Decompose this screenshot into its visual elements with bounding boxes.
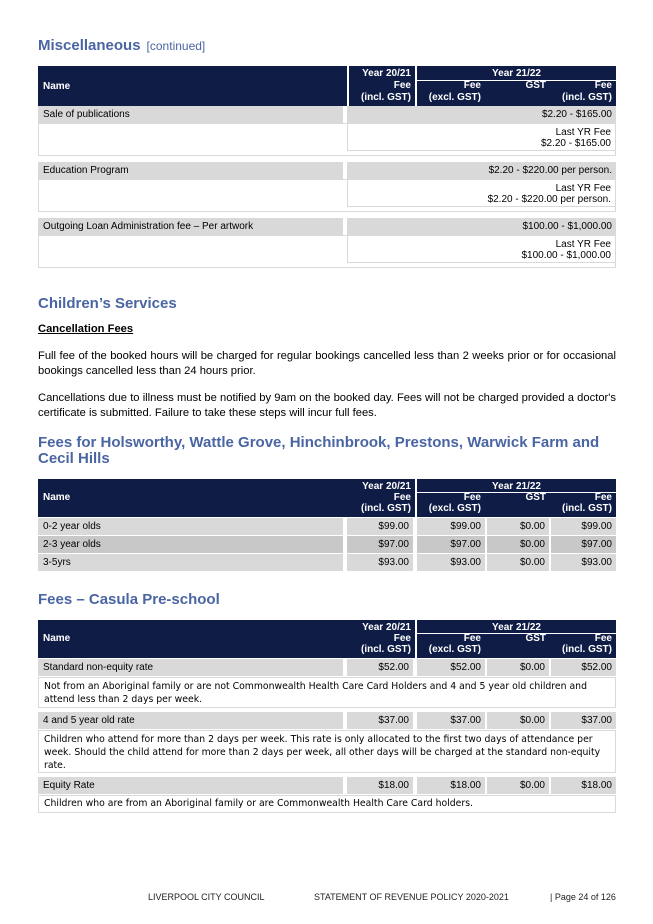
header-year-2021: Year 20/21: [362, 622, 411, 633]
row-fee-excl: $37.00: [417, 712, 485, 729]
header-fee-incl: Fee: [594, 80, 612, 91]
row-gst: $0.00: [487, 659, 549, 676]
cancellation-paragraph-1: Full fee of the booked hours will be charged for regular bookings cancelled less than 2 weeks prior or for occasional bookings cancelled less than 24 hours prior.: [38, 350, 616, 377]
last-year-box: [38, 123, 616, 156]
section-title-holsworthy: Fees for Holsworthy, Wattle Grove, Hinchinbrook, Prestons, Warwick Farm and Cecil Hills: [38, 434, 600, 467]
table-row: [38, 659, 616, 676]
row-name: 0-2 year olds: [38, 518, 343, 535]
section-title-text: Miscellaneous: [38, 37, 141, 54]
last-year-label: Last YR Fee: [555, 239, 611, 250]
last-year-value: $2.20 - $220.00 per person.: [487, 194, 611, 205]
header-fee-excl: Fee: [463, 80, 481, 91]
header-gst: GST: [525, 492, 546, 503]
cancellation-paragraph-2: Cancellations due to illness must be notified by 9am on the booked day. Fees will not be charged provided a doctor's certificate is submitted. Failure to take these steps will incur full fees.: [38, 392, 616, 419]
row-fee-incl: $97.00: [551, 536, 616, 553]
header-year-2122: Year 21/22: [492, 68, 541, 79]
row-name: Education Program: [38, 162, 343, 179]
row-note: Not from an Aboriginal family or are not Commonwealth Health Care Card Holders and 4 and 5 year old children and attend less than 2 days per week.: [38, 677, 616, 708]
header-year-2021: Year 20/21: [362, 481, 411, 492]
continued-label: [continued]: [146, 39, 206, 53]
last-year-box: [38, 179, 616, 212]
footer-council: LIVERPOOL CITY COUNCIL: [148, 892, 265, 902]
table-row: [38, 518, 616, 535]
section-title-casula: Fees – Casula Pre-school: [38, 591, 220, 608]
last-year-box: [38, 235, 616, 268]
row-gst: $0.00: [487, 554, 549, 571]
row-name: Sale of publications: [38, 106, 343, 123]
row-gst: $0.00: [487, 777, 549, 794]
row-name: 2-3 year olds: [38, 536, 343, 553]
row-note: Children who attend for more than 2 days per week. This rate is only allocated to the first two days of attendance per week. Should the child attend for more than 2 days per week, all other days will be charged at the standard non-equity rate.: [38, 730, 616, 773]
header-year-2122: Year 21/22: [492, 481, 541, 492]
header-incl-gst: (incl. GST): [562, 92, 612, 103]
row-gst: $0.00: [487, 712, 549, 729]
header-fee-2021: Fee: [393, 492, 411, 503]
table-row: [38, 106, 616, 123]
row-fee-incl: $37.00: [551, 712, 616, 729]
row-name: Outgoing Loan Administration fee – Per artwork: [38, 218, 343, 235]
header-incl-gst: (incl. GST): [562, 503, 612, 514]
header-fee-2021: Fee: [393, 80, 411, 91]
header-name: Name: [43, 81, 71, 92]
row-name: 3-5yrs: [38, 554, 343, 571]
row-value: $2.20 - $165.00: [347, 106, 616, 123]
row-fee-2021: $93.00: [347, 554, 413, 571]
header-fee-2021: Fee: [393, 633, 411, 644]
row-fee-2021: $97.00: [347, 536, 413, 553]
row-name: Standard non-equity rate: [38, 659, 343, 676]
table-row: [38, 777, 616, 794]
header-fee-incl: Fee: [594, 633, 612, 644]
header-excl-gst: (excl. GST): [428, 503, 481, 514]
row-name: 4 and 5 year old rate: [38, 712, 343, 729]
table-row: [38, 218, 616, 235]
row-gst: $0.00: [487, 536, 549, 553]
row-note: Children who are from an Aboriginal family or are Commonwealth Health Care Card holders.: [38, 795, 616, 813]
table-row: [38, 536, 616, 553]
header-fee-excl: Fee: [463, 633, 481, 644]
table-row: [38, 712, 616, 729]
row-name: Equity Rate: [38, 777, 343, 794]
row-fee-excl: $97.00: [417, 536, 485, 553]
row-fee-excl: $99.00: [417, 518, 485, 535]
header-year-2122: Year 21/22: [492, 622, 541, 633]
row-fee-excl: $93.00: [417, 554, 485, 571]
last-year-value: $100.00 - $1,000.00: [521, 250, 611, 261]
cancellation-heading: Cancellation Fees: [38, 323, 134, 335]
header-excl-gst: (excl. GST): [428, 92, 481, 103]
header-gst: GST: [525, 633, 546, 644]
header-year-2021: Year 20/21: [362, 68, 411, 79]
row-fee-incl: $93.00: [551, 554, 616, 571]
casula-table-header: [38, 620, 616, 658]
last-year-value: $2.20 - $165.00: [540, 138, 611, 149]
header-name: Name: [43, 633, 71, 644]
footer-page: | Page 24 of 126: [550, 892, 616, 902]
row-fee-2021: $52.00: [347, 659, 413, 676]
row-fee-incl: $52.00: [551, 659, 616, 676]
row-fee-incl: $99.00: [551, 518, 616, 535]
header-incl-gst: (incl. GST): [562, 644, 612, 655]
row-value: $100.00 - $1,000.00: [347, 218, 616, 235]
section-title-miscellaneous: [38, 38, 205, 54]
header-incl-gst-2021: (incl. GST): [361, 92, 411, 103]
last-year-label: Last YR Fee: [555, 127, 611, 138]
table-row: [38, 554, 616, 571]
last-year-label: Last YR Fee: [555, 183, 611, 194]
header-name: Name: [43, 492, 71, 503]
section-title-childrens-services: Children’s Services: [38, 295, 177, 312]
footer-statement: STATEMENT OF REVENUE POLICY 2020-2021: [314, 892, 509, 902]
header-excl-gst: (excl. GST): [428, 644, 481, 655]
table-row: [38, 162, 616, 179]
header-fee-excl: Fee: [463, 492, 481, 503]
row-value: $2.20 - $220.00 per person.: [347, 162, 616, 179]
row-fee-2021: $18.00: [347, 777, 413, 794]
header-gst: GST: [525, 80, 546, 91]
row-fee-2021: $99.00: [347, 518, 413, 535]
row-fee-2021: $37.00: [347, 712, 413, 729]
header-incl-gst-2021: (incl. GST): [361, 644, 411, 655]
misc-table-header: [38, 66, 616, 106]
header-incl-gst-2021: (incl. GST): [361, 503, 411, 514]
row-fee-excl: $18.00: [417, 777, 485, 794]
row-gst: $0.00: [487, 518, 549, 535]
row-fee-excl: $52.00: [417, 659, 485, 676]
header-fee-incl: Fee: [594, 492, 612, 503]
holsworthy-table-header: [38, 479, 616, 517]
row-fee-incl: $18.00: [551, 777, 616, 794]
